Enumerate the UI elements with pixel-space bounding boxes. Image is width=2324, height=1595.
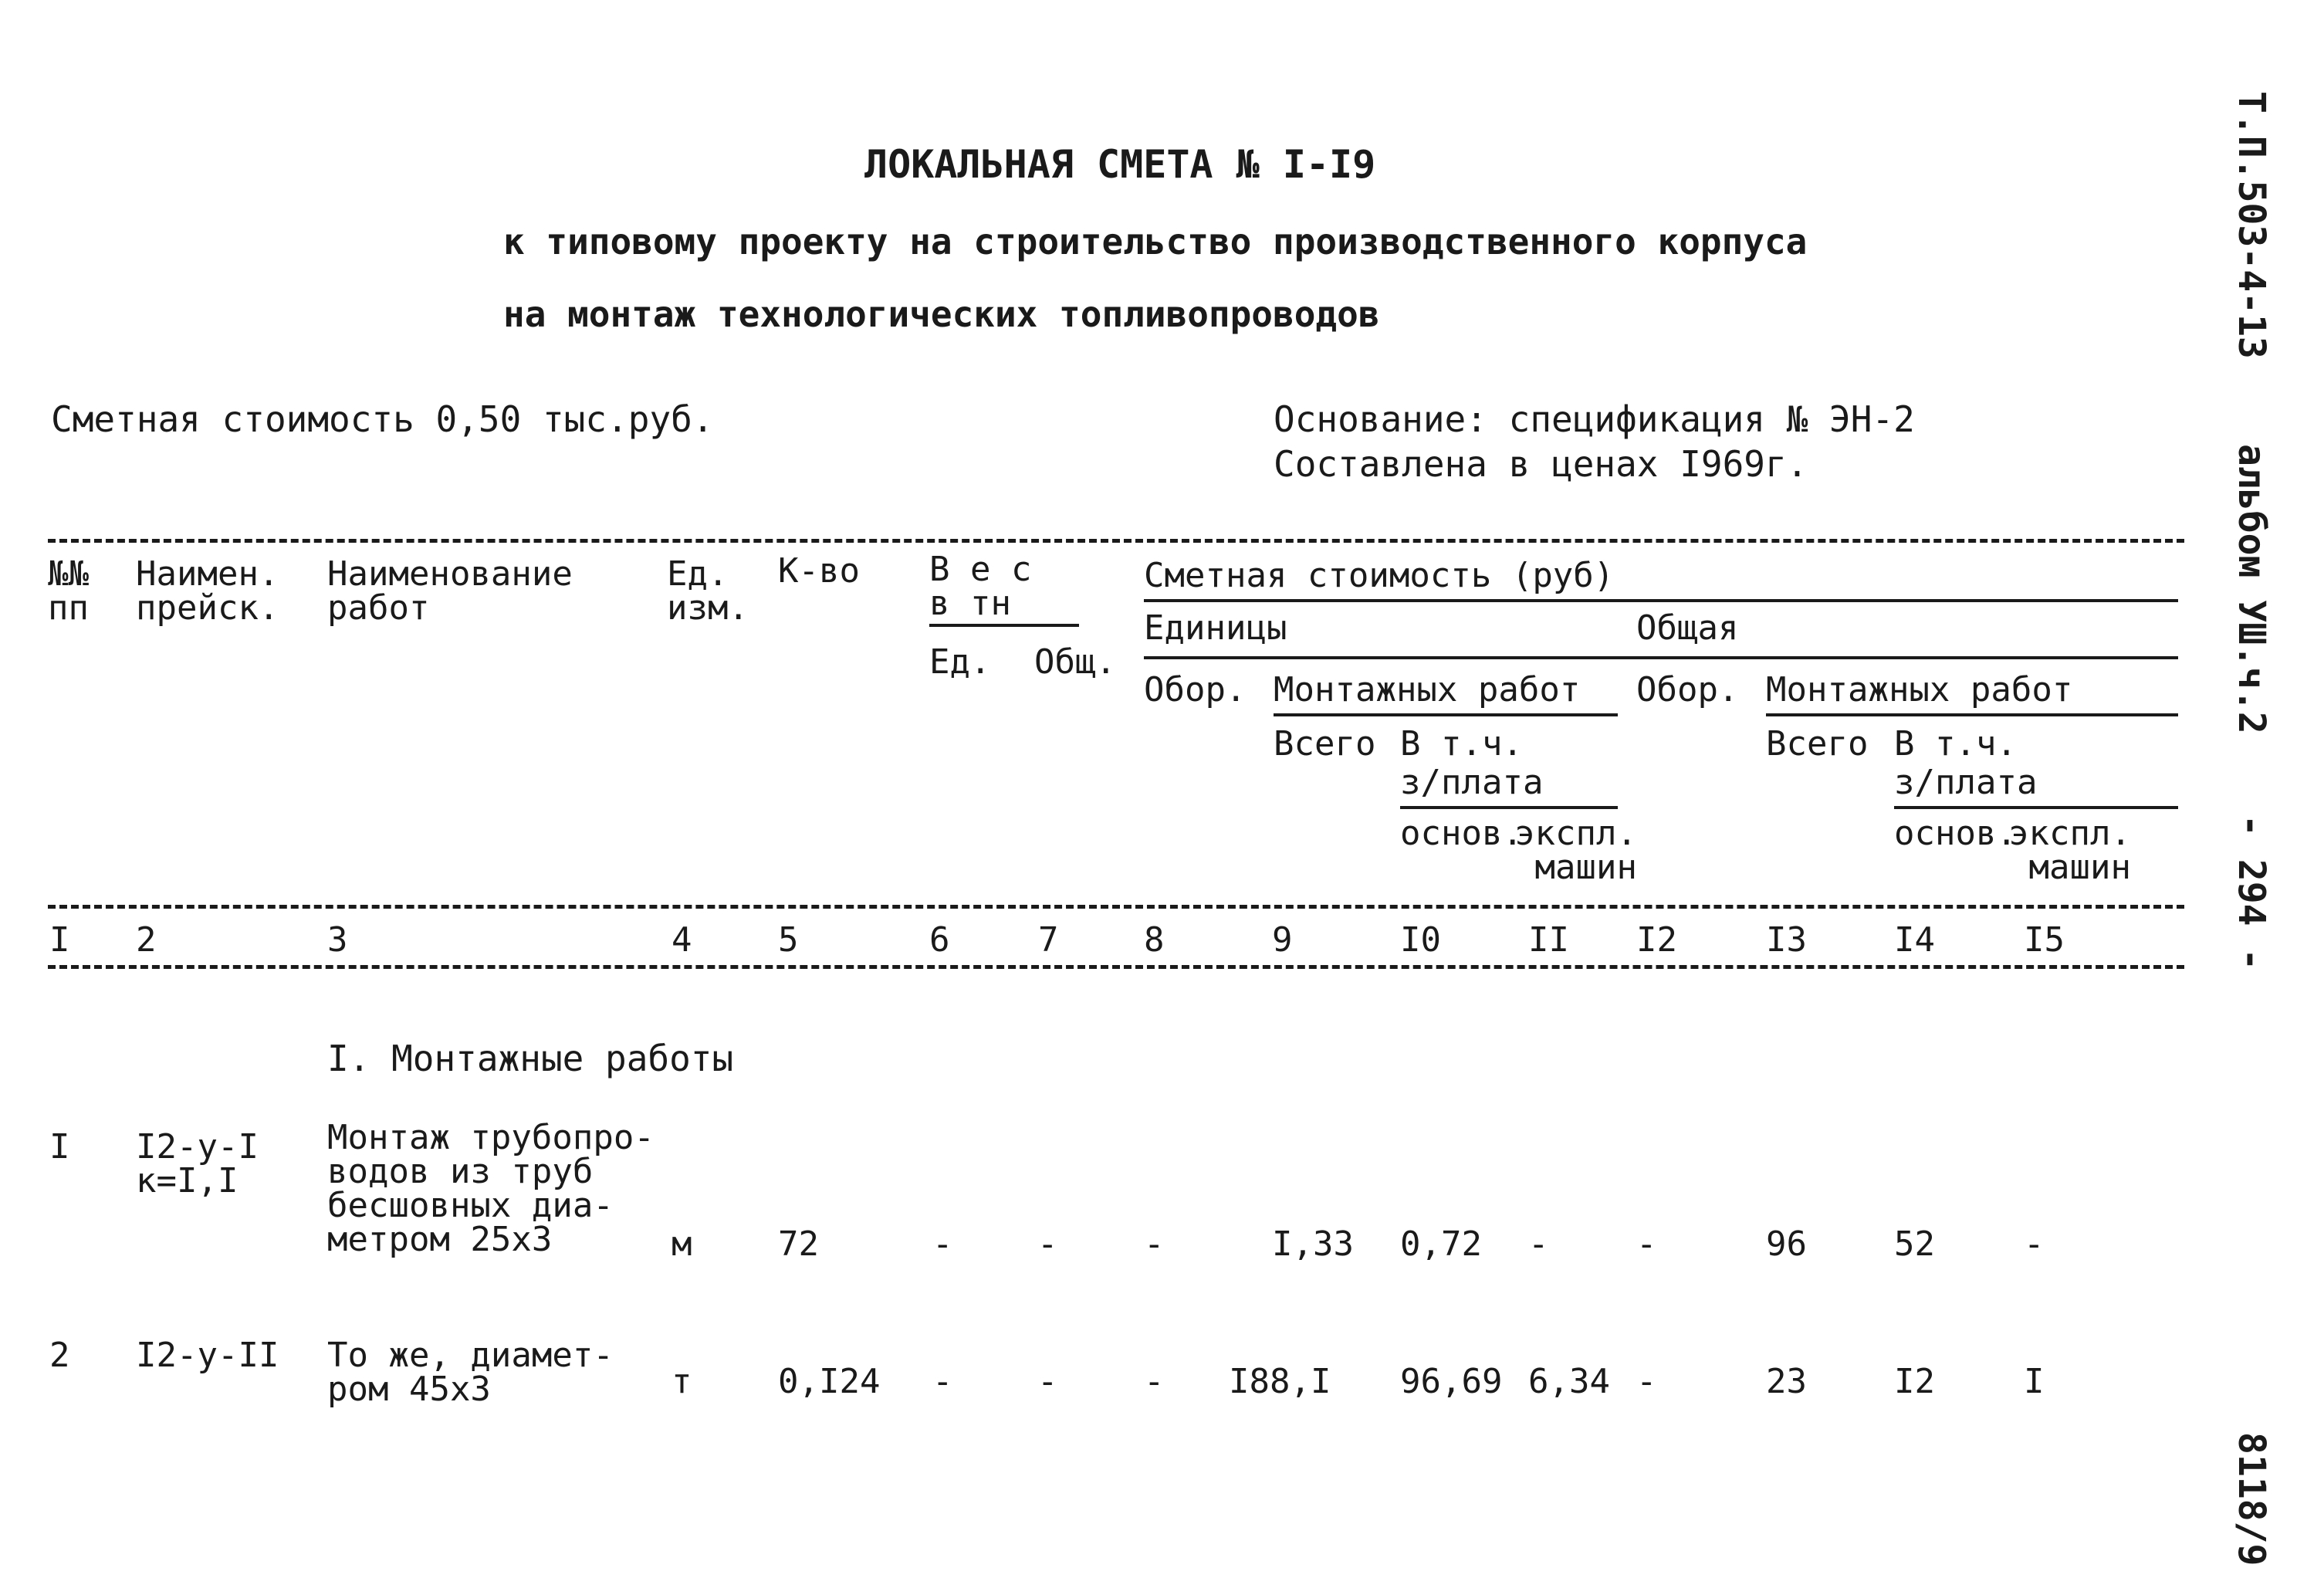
col-number: 9 xyxy=(1272,920,1293,960)
col-header-weight-total: Общ. xyxy=(1034,642,1116,682)
col-number: I3 xyxy=(1766,920,1807,960)
col-number: 7 xyxy=(1038,920,1059,960)
cell-weight-total: - xyxy=(1037,1224,1058,1264)
section-title: I. Монтажные работы xyxy=(327,1038,734,1079)
row-number: I xyxy=(49,1127,70,1167)
wage-unit-underline xyxy=(1400,806,1618,809)
cell-equipment-total: - xyxy=(1636,1362,1657,1401)
document-subtitle-2: на монтаж технологических топливопроводов xyxy=(503,293,1380,335)
estimated-cost: Сметная стоимость 0,50 тыс.руб. xyxy=(51,398,714,440)
col-header-total: Общая xyxy=(1636,608,1739,648)
row-number: 2 xyxy=(49,1336,70,1375)
cell-wage-basic-total: I2 xyxy=(1894,1362,1935,1401)
col-header-install-total: Монтажных работ xyxy=(1766,670,2073,709)
row-pricelist-code: I2-у-I к=I,I xyxy=(136,1127,259,1200)
cell-wage-basic-unit: 96,69 xyxy=(1400,1362,1503,1401)
row-work-name: То же, диамет- ром 45х3 xyxy=(327,1336,614,1409)
col-header-quantity: К-во xyxy=(778,551,860,591)
weight-underline xyxy=(929,624,1079,627)
wage-total-underline xyxy=(1894,806,2178,809)
cost-underline xyxy=(1144,599,2178,602)
cell-unit: т xyxy=(671,1362,692,1401)
col-number: 5 xyxy=(778,920,799,960)
col-number: I5 xyxy=(2024,920,2065,960)
col-number: 2 xyxy=(136,920,157,960)
install-unit-underline xyxy=(1274,713,1618,716)
table-top-rule xyxy=(48,539,2184,543)
col-header-pricelist: Наимен. прейск. xyxy=(136,554,279,628)
cell-machines-total: I xyxy=(2024,1362,2045,1401)
col-header-per-unit: Единицы xyxy=(1144,608,1287,648)
cell-install-all-total: 23 xyxy=(1766,1362,1807,1401)
cell-weight-total: - xyxy=(1037,1362,1058,1401)
col-header-wage-total: з/плата xyxy=(1894,763,2038,802)
col-header-install-unit: Монтажных работ xyxy=(1274,670,1581,709)
col-header-basic-unit: основ. xyxy=(1400,814,1523,853)
row-pricelist-code: I2-у-II xyxy=(136,1336,279,1375)
col-header-all-unit: Всего xyxy=(1274,724,1376,764)
col-number: II xyxy=(1528,920,1569,960)
cell-quantity: 72 xyxy=(778,1224,819,1264)
col-header-all-total: Всего xyxy=(1766,724,1869,764)
col-header-machines-unit: экспл. машин xyxy=(1514,814,1637,887)
col-header-equipment-unit: Обор. xyxy=(1144,670,1247,709)
col-number: 6 xyxy=(929,920,950,960)
col-header-incl-unit: В т.ч. xyxy=(1400,724,1523,764)
cell-wage-basic-total: 52 xyxy=(1894,1224,1935,1264)
numbers-bottom-rule xyxy=(48,965,2184,969)
cell-wage-basic-unit: 0,72 xyxy=(1400,1224,1482,1264)
cell-quantity: 0,I24 xyxy=(778,1362,881,1401)
prices-year: Составлена в ценах I969г. xyxy=(1274,443,1808,485)
unit-total-underline xyxy=(1144,656,2178,659)
col-number: 4 xyxy=(671,920,692,960)
cell-machines-unit: 6,34 xyxy=(1528,1362,1610,1401)
cell-install-all-unit: I,33 xyxy=(1272,1224,1354,1264)
cell-equipment-unit: - xyxy=(1144,1224,1165,1264)
col-header-estimated-cost: Сметная стоимость (руб) xyxy=(1144,556,1615,595)
cell-equipment-unit: - xyxy=(1144,1362,1165,1401)
cell-weight-unit: - xyxy=(932,1224,953,1264)
col-header-basic-total: основ. xyxy=(1894,814,2017,853)
side-page-number: - 294 - xyxy=(2230,814,2273,971)
cell-equipment-total: - xyxy=(1636,1224,1657,1264)
install-total-underline xyxy=(1766,713,2178,716)
col-number: 3 xyxy=(327,920,348,960)
col-header-number: №№ пп xyxy=(48,554,89,628)
col-header-machines-total: экспл. машин xyxy=(2008,814,2131,887)
col-number: I0 xyxy=(1400,920,1441,960)
side-project-code: Т.П.503-4-13 xyxy=(2230,91,2273,359)
side-album: альбом УШ.ч.2 xyxy=(2230,444,2273,734)
col-header-wage-unit: з/плата xyxy=(1400,763,1544,802)
cell-unit: м xyxy=(671,1224,692,1264)
col-number: I xyxy=(49,920,70,960)
col-header-work-name: Наименование работ xyxy=(327,554,573,628)
col-number: I4 xyxy=(1894,920,1935,960)
document-subtitle-1: к типовому проекту на строительство производственного корпуса xyxy=(503,221,1808,262)
col-number: I2 xyxy=(1636,920,1677,960)
cell-install-all-unit: I88,I xyxy=(1229,1362,1331,1401)
col-header-weight-unit: Ед. xyxy=(929,642,991,682)
col-header-unit: Ед. изм. xyxy=(667,554,749,628)
col-header-incl-total: В т.ч. xyxy=(1894,724,2017,764)
cell-install-all-total: 96 xyxy=(1766,1224,1807,1264)
col-header-equipment-total: Обор. xyxy=(1636,670,1739,709)
basis-specification: Основание: спецификация № ЭН-2 xyxy=(1274,398,1915,440)
cell-machines-unit: - xyxy=(1528,1224,1549,1264)
header-bottom-rule xyxy=(48,905,2184,909)
side-archive-code: 8118/9 xyxy=(2230,1432,2273,1566)
document-title: ЛОКАЛЬНАЯ СМЕТА № I-I9 xyxy=(864,142,1376,187)
cell-weight-unit: - xyxy=(932,1362,953,1401)
col-header-weight: В е с в тн xyxy=(929,550,1032,623)
cell-machines-total: - xyxy=(2024,1224,2045,1264)
row-work-name: Монтаж трубопро- водов из труб бесшовных диа- метром 25х3 xyxy=(327,1118,655,1259)
col-number: 8 xyxy=(1144,920,1165,960)
